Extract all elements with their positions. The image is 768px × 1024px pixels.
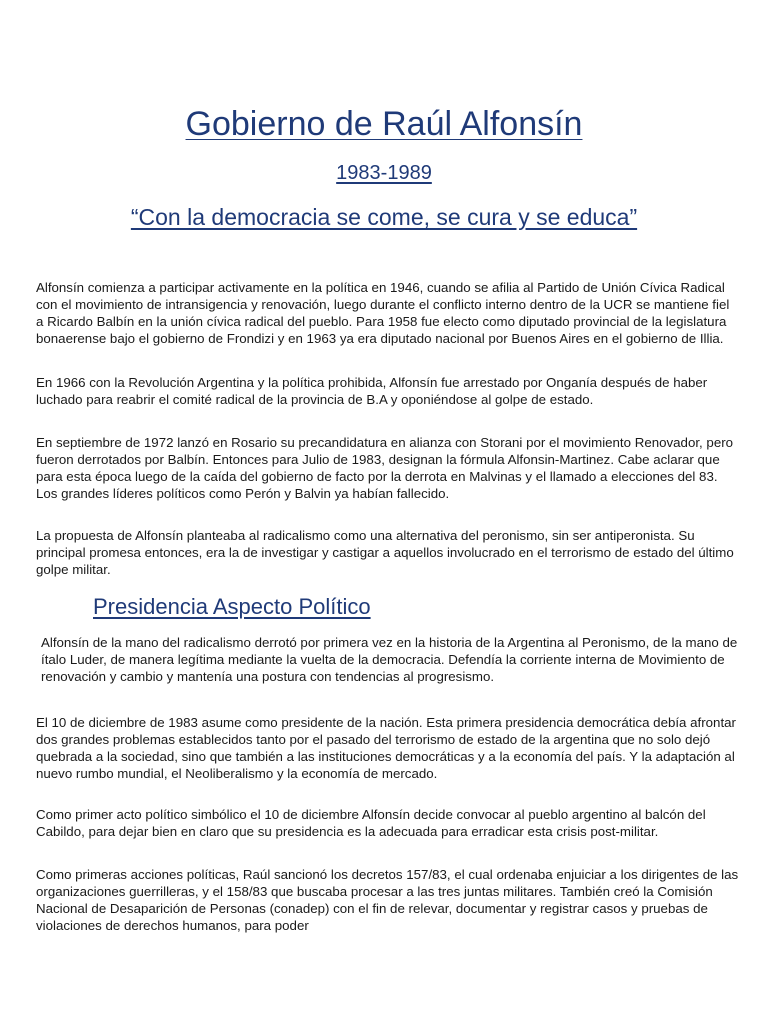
paragraph-1: Alfonsín comienza a participar activamente en la política en 1946, cuando se afilia al Partido de Unión Cívica Radical con el movimiento de intransigencia y renovación, luego durante el conflicto interno dentro de la UCR se mantiene fiel a Ricardo Balbín en la unión cívica radical del pueblo. Para 1958 fue electo como diputado provincial de la legislatura bonaerense bajo el gobierno de Frondizi y en 1963 ya era diputado nacional por Buenos Aires en el gobierno de Illia. (36, 280, 730, 346)
section-paragraph-4: Como primeras acciones políticas, Raúl sancionó los decretos 157/83, el cual ordenaba enjuiciar a los dirigentes de las organizaciones guerrilleras, y el 158/83 que buscaba procesar a las tres juntas militares. También creó la Comisión Nacional de Desaparición de Personas (conadep) con el fin de relevar, documentar y registrar casos y pruebas de violaciones de derechos humanos, para poder (36, 867, 739, 933)
paragraph-2: En 1966 con la Revolución Argentina y la política prohibida, Alfonsín fue arrestado por Onganía después de haber luchado para reabrir el comité radical de la provincia de B.A y oponiéndose al golpe de estado. (36, 375, 708, 407)
document-title: Gobierno de Raúl Alfonsín (185, 105, 583, 143)
document-quote: “Con la democracia se come, se cura y se educa” (130, 204, 638, 230)
section-paragraph-2: El 10 de diciembre de 1983 asume como presidente de la nación. Esta primera presidencia democrática debía afrontar dos grandes problemas establecidos tanto por el pasado del terrorismo de estado de la argentina que no solo dejó quebrada a la sociedad, sino que también a las instituciones democráticas y a la economía del país. Y la adaptación al nuevo rumbo mundial, el Neoliberalismo y la economía de mercado. (36, 715, 736, 781)
paragraph-4: La propuesta de Alfonsín planteaba al radicalismo como una alternativa del peronismo, sin ser antiperonista. Su principal promesa entonces, era la de investigar y castigar a aquellos involucrado en el terrorismo de estado del último golpe militar. (36, 528, 734, 577)
section-paragraph-1: Alfonsín de la mano del radicalismo derrotó por primera vez en la historia de la Argentina al Peronismo, de la mano de ítalo Luder, de manera legítima mediante la vuelta de la democracia. Defendía la corriente interna de Movimiento de renovación y cambio y mantenía una postura con tendencias al progresismo. (41, 635, 738, 684)
paragraph-3: En septiembre de 1972 lanzó en Rosario su precandidatura en alianza con Storani por el movimiento Renovador, pero fueron derrotados por Balbín. Entonces para Julio de 1983, designan la fórmula Alfonsin-Martinez. Cabe aclarar que para esta época luego de la caída del gobierno de facto por la derrota en Malvinas y el llamado a elecciones del 83. Los grandes líderes políticos como Perón y Balvin ya habían fallecido. (36, 435, 734, 501)
section-paragraph-3: Como primer acto político simbólico el 10 de diciembre Alfonsín decide convocar al pueblo argentino al balcón del Cabildo, para dejar bien en claro que su presidencia es la adecuada para erradicar esta crisis post-militar. (36, 807, 706, 839)
document-years: 1983-1989 (336, 162, 432, 184)
section-title: Presidencia Aspecto Político (93, 594, 371, 619)
